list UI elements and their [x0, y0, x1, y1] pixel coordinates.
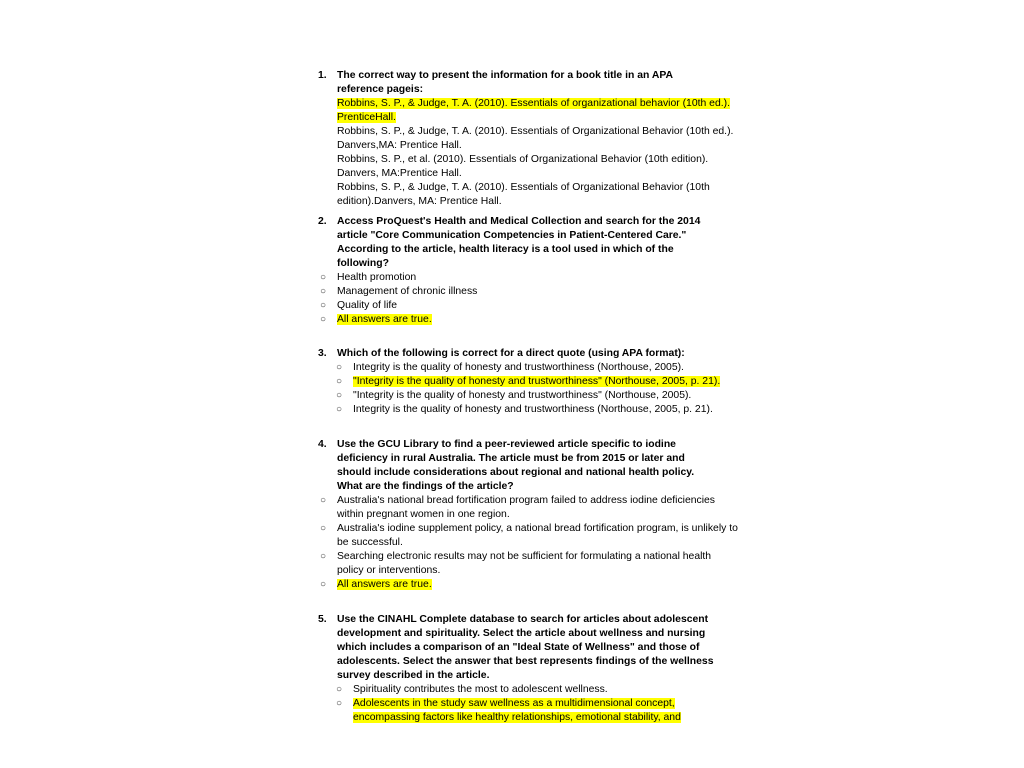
question-5 [318, 613, 758, 725]
answer-text: "Integrity is the quality of honesty and trustworthiness" (Northouse, 2005). [353, 390, 692, 401]
answer-option-2[interactable] [320, 522, 738, 550]
radio-circle-icon: ○ [336, 390, 343, 401]
question-1 [318, 69, 758, 209]
answer-line: Danvers,MA: Prentice Hall. [337, 140, 462, 151]
radio-circle-icon: ○ [320, 495, 327, 506]
answer-option-4[interactable] [336, 403, 758, 417]
radio-circle-icon: ○ [336, 376, 343, 387]
question-number: 5. [318, 614, 327, 625]
answer-line: edition).Danvers, MA: Prentice Hall. [337, 196, 502, 207]
answer-option-1[interactable] [336, 361, 758, 375]
answer-option-1[interactable] [320, 271, 758, 285]
radio-circle-icon: ○ [336, 698, 343, 709]
answer-option-2[interactable] [336, 697, 718, 725]
radio-circle-icon: ○ [336, 362, 343, 373]
radio-circle-icon: ○ [320, 272, 327, 283]
question-text: Access ProQuest's Health and Medical Collection and search for the 2014 article "Core Communication Competencies in Patient-Centered Care." According to the article, health literacy is a tool used in which of the following? [337, 216, 701, 269]
answer-option-2[interactable] [320, 285, 758, 299]
answer-line: Robbins, S. P., & Judge, T. A. (2010). Essentials of Organizational Behavior (10th [337, 182, 710, 193]
answer-option-1[interactable] [337, 97, 758, 125]
answer-option-4[interactable] [337, 181, 758, 209]
answer-text: Health promotion [337, 272, 417, 283]
question-number: 4. [318, 439, 327, 450]
answer-text: All answers are true. [337, 314, 432, 325]
question-text: Use the CINAHL Complete database to search for articles about adolescent development and spirituality. Select the article about wellness and nursing which includes a comparison of an "Ideal State of Wellness" and those of adolescents. Select the answer that best represents findings of the wellness survey described in the article. [337, 614, 714, 681]
answer-text: Australia's iodine supplement policy, a national bread fortification program, is unlikely to be successful. [337, 523, 738, 548]
question-number: 3. [318, 348, 327, 359]
question-number: 2. [318, 216, 327, 227]
radio-circle-icon: ○ [320, 286, 327, 297]
question-text: The correct way to present the information for a book title in an APA reference pageis: [337, 70, 673, 95]
answer-option-3[interactable] [320, 299, 758, 313]
answer-text: Management of chronic illness [337, 286, 478, 297]
question-3 [318, 347, 758, 417]
answer-option-3[interactable] [337, 153, 758, 181]
answer-option-1[interactable] [336, 683, 718, 697]
answer-text: Spirituality contributes the most to adolescent wellness. [353, 684, 608, 695]
answer-text: Australia's national bread fortification program failed to address iodine deficiencies within pregnant women in one region. [337, 495, 715, 520]
answer-option-3[interactable] [336, 389, 758, 403]
radio-circle-icon: ○ [320, 523, 327, 534]
answer-text: All answers are true. [337, 579, 432, 590]
question-text: Which of the following is correct for a direct quote (using APA format): [337, 348, 685, 359]
radio-circle-icon: ○ [320, 300, 327, 311]
radio-circle-icon: ○ [336, 684, 343, 695]
answer-option-4[interactable] [320, 578, 738, 592]
radio-circle-icon: ○ [320, 551, 327, 562]
answer-text: "Integrity is the quality of honesty and trustworthiness" (Northouse, 2005, p. 21). [353, 376, 721, 387]
answer-option-3[interactable] [320, 550, 738, 578]
answer-line: Robbins, S. P., & Judge, T. A. (2010). Essentials of organizational behavior (10th ed.). [337, 98, 730, 109]
radio-circle-icon: ○ [320, 579, 327, 590]
question-text: Use the GCU Library to find a peer-reviewed article specific to iodine deficiency in rural Australia. The article must be from 2015 or later and should include considerations about regional and national health policy. What are the findings of the article? [337, 439, 695, 492]
answer-line: Robbins, S. P., & Judge, T. A. (2010). Essentials of Organizational Behavior (10th ed.). [337, 126, 734, 137]
answer-text: Integrity is the quality of honesty and trustworthiness (Northouse, 2005, p. 21). [353, 404, 713, 415]
answer-text: Integrity is the quality of honesty and trustworthiness (Northouse, 2005). [353, 362, 684, 373]
answer-option-4[interactable] [320, 313, 758, 327]
question-number: 1. [318, 70, 327, 81]
answer-line: Robbins, S. P., et al. (2010). Essentials of Organizational Behavior (10th edition). [337, 154, 709, 165]
answer-option-1[interactable] [320, 494, 738, 522]
question-2 [318, 215, 758, 327]
answer-line: Danvers, MA:Prentice Hall. [337, 168, 462, 179]
radio-circle-icon: ○ [336, 404, 343, 415]
question-4 [318, 438, 758, 592]
answer-text: Quality of life [337, 300, 398, 311]
answer-option-2[interactable] [337, 125, 758, 153]
answer-text: Searching electronic results may not be sufficient for formulating a national health policy or interventions. [337, 551, 712, 576]
answer-text: Adolescents in the study saw wellness as a multidimensional concept, encompassing factors like healthy relationships, emotional stability, and [353, 698, 681, 723]
answer-option-2[interactable] [336, 375, 758, 389]
answer-line: PrenticeHall. [337, 112, 396, 123]
radio-circle-icon: ○ [320, 314, 327, 325]
